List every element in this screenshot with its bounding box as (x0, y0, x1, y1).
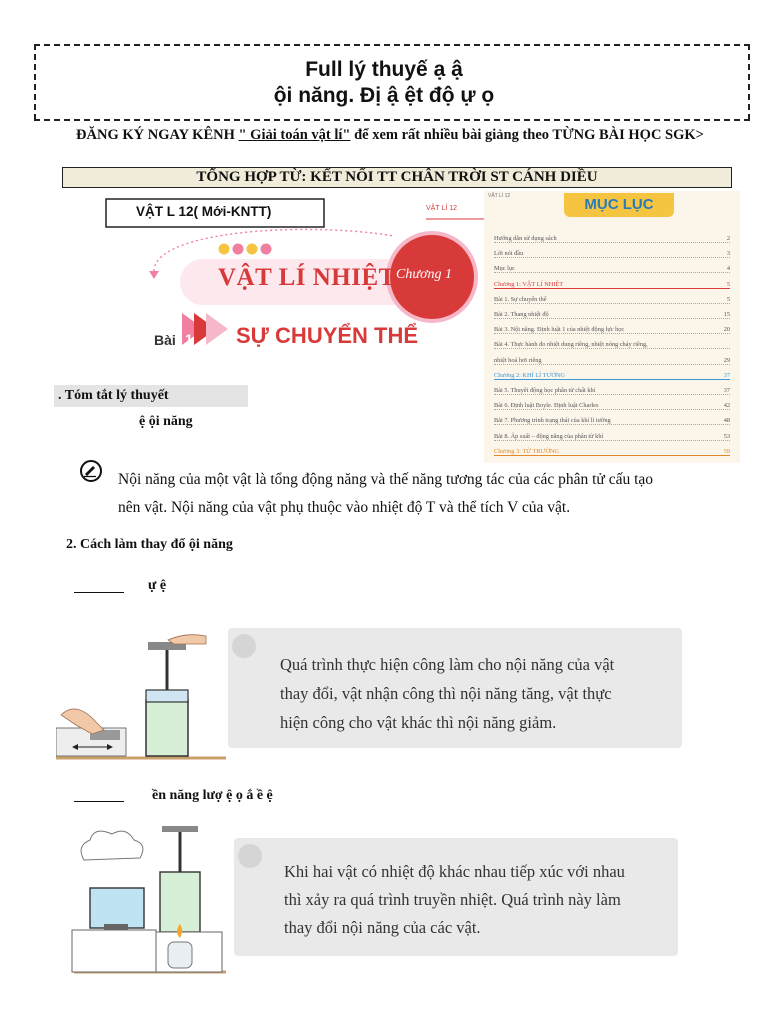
toc-entry-text: nhiệt hoá hơi riêng (494, 356, 542, 364)
toc-entry-text: Bài 6. Định luật Boyle. Định luật Charles (494, 402, 599, 410)
toc-entry (494, 357, 730, 365)
toc-entry-text: Bài 4. Thực hành đo nhiệt dung riêng, nhiệt nóng chảy riêng, (494, 341, 648, 349)
toc-entry-text: Bài 2. Thang nhiệt độ (494, 311, 549, 318)
card-work-line-3: hiện công cho vật khác thì nội năng giảm. (280, 713, 557, 732)
lesson-word: Bài (154, 332, 176, 348)
toc-entry (494, 265, 730, 273)
card-heat-line-1: Khi hai vật có nhiệt độ khác nhau tiếp xúc với nhau (284, 862, 625, 881)
book-cover-image (54, 191, 484, 391)
toc-entry (494, 417, 730, 425)
info-card-work (228, 628, 682, 748)
corner-label: VẬT LÍ 12 (426, 205, 458, 212)
toc-entry-text: Mục lục (494, 265, 515, 273)
pencil-icon (82, 462, 99, 479)
page-title-line1: Full lý thuyế ạ ậ (305, 58, 463, 81)
register-prefix: ĐĂNG KÝ NGAY KÊNH (76, 127, 239, 143)
toc-entry-page: 53 (723, 432, 730, 440)
toc-entry (494, 448, 730, 456)
card-pencil-icon (232, 634, 256, 658)
title-frame (34, 44, 750, 120)
toc-entry (494, 372, 730, 380)
toc-entry-text: Chương 3: TỪ TRƯỜNG (494, 447, 560, 455)
toc-entry (494, 281, 730, 289)
note-icon (80, 460, 102, 482)
toc-entry-page: 20 (723, 326, 730, 334)
toc-entry-page: 29 (723, 356, 730, 364)
toc-entry (494, 433, 730, 441)
card-heat-line-2: thì xảy ra quá trình truyền nhiệt. Quá trình này làm (284, 890, 621, 909)
toc-entry-page: 59 (723, 447, 730, 455)
toc-entry-page: 3 (726, 250, 730, 258)
toc-entry (494, 326, 730, 334)
summary-heading: . Tóm tắt lý thuyết (54, 385, 248, 407)
toc-header-tab: VẬT LÍ 12 (488, 193, 511, 199)
blank-line-a (74, 592, 124, 593)
definition-line-1: Nội năng của một vật là tổng động năng và thế năng tương tác của các phân tử cấu tạo (118, 471, 654, 488)
card-heat-text (284, 858, 676, 942)
blank-line-b (74, 801, 124, 802)
card-work-line-2: thay đổi, vật nhận công thì nội năng tăng, vật thực (280, 684, 612, 703)
lesson-number: 1 (185, 331, 193, 347)
toc-title: MỤC LỤC (564, 193, 674, 217)
toc-entry (494, 235, 730, 243)
card-pencil-icon-2 (238, 844, 262, 868)
toc-entry-text: Lời nói đầu (494, 250, 524, 258)
subheading-b: ền năng lượ ệ ọ ắ ề ệ (152, 788, 273, 803)
card-heat-line-3: thay đổi nội năng của các vật. (284, 918, 481, 937)
table-of-contents-image (484, 191, 740, 463)
toc-entry (494, 311, 730, 319)
toc-entry-text: Bài 8. Áp suất – động năng của phân tử khí (494, 432, 604, 440)
toc-entry-page: 5 (726, 280, 730, 288)
toc-entry-page: 37 (723, 371, 730, 379)
page-title-line2: ội năng. Đị ậ ệt độ ự ọ (273, 84, 495, 107)
toc-entry-text: Hướng dẫn sử dụng sách (494, 235, 557, 242)
toc-entry-page: 15 (723, 311, 730, 318)
piston-work-graphic (56, 630, 236, 765)
toc-entry-text: Chương 2: KHÍ LÍ TƯỞNG (494, 371, 565, 379)
info-card-heat (234, 838, 678, 956)
toc-entry-page: 48 (723, 417, 730, 425)
chapter-badge: Chương 1 (396, 267, 452, 282)
toc-entry (494, 250, 730, 258)
toc-entry (494, 296, 730, 304)
toc-entry-text: Bài 3. Nội năng. Định luật 1 của nhiệt động lực học (494, 326, 625, 334)
card-work-line-1: Quá trình thực hiện công làm cho nội năng của vật (280, 655, 615, 674)
toc-entry (494, 402, 730, 410)
toc-entry-text: Bài 7. Phương trình trạng thái của khí lí tưởng (494, 417, 611, 425)
register-suffix: để xem rất nhiều bài giảng theo TỪNG BÀI HỌC SGK> (350, 127, 704, 143)
toc-entry-page: 4 (726, 265, 730, 273)
heat-transfer-illustration (70, 826, 230, 976)
title-frame-bottom (34, 119, 750, 121)
toc-entry (494, 387, 730, 395)
work-illustration (56, 630, 236, 765)
channel-link[interactable]: " Giải toán vật lí" (238, 127, 351, 143)
toc-entry-text: Bài 5. Thuyết động học phân tử chất khí (494, 387, 596, 394)
heating-graphic (70, 826, 230, 976)
toc-entry-text: Bài 1. Sự chuyển thể (494, 295, 547, 303)
toc-entry (494, 341, 730, 349)
toc-entry-page: 2 (726, 235, 730, 242)
toc-entry-page: 37 (723, 387, 730, 394)
card-work-text (280, 650, 680, 737)
subheading-1: ệ ội năng (139, 414, 193, 429)
lesson-title: SỰ CHUYỂN THỂ (236, 323, 419, 348)
section-2-heading: 2. Cách làm thay đổ ội năng (66, 537, 233, 552)
toc-entry-page: 42 (723, 402, 730, 410)
topic-title: VẬT LÍ NHIỆT (218, 264, 396, 291)
subheading-a: ự ệ (148, 578, 167, 593)
subject-label: VẬT L 12( Mới-KNTT) (136, 204, 272, 219)
definition-line-2: nên vật. Nội năng của vật phụ thuộc vào nhiệt độ T và thể tích V của vật. (118, 499, 571, 516)
toc-entry-page: 5 (726, 295, 730, 303)
register-notice (60, 127, 720, 143)
toc-entry-text: Chương 1: VẬT LÍ NHIỆT (494, 280, 564, 288)
source-banner: TỔNG HỢP TỪ: KẾT NỐI TT CHÂN TRỜI ST CÁNH DIỀU (62, 167, 732, 188)
